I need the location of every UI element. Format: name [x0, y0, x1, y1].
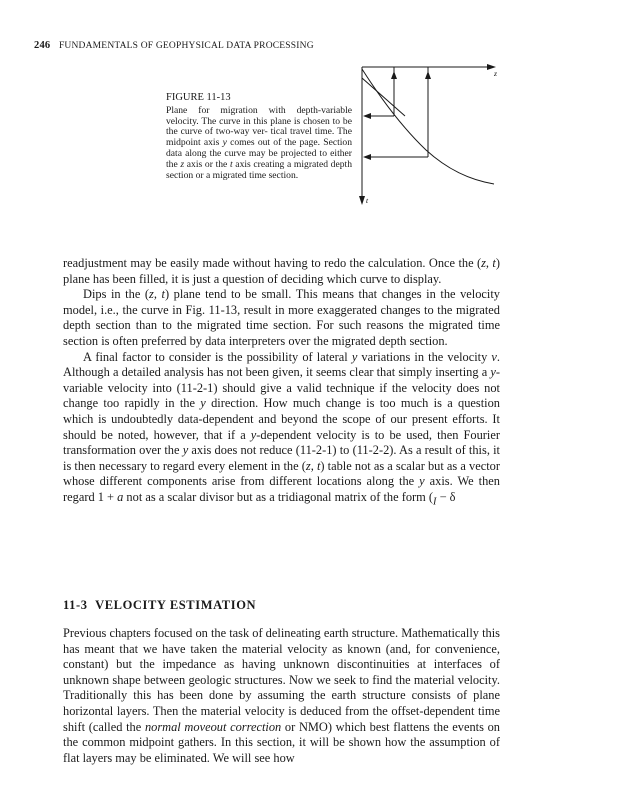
figure-title: FIGURE 11-13 [166, 92, 231, 103]
paragraph: Previous chapters focused on the task of delineating earth structure. Mathematically this has meant that we have taken the material velocity as known (and, for convenience, constant) but the impedance as having unknown discontinuities at interfaces of unknown shape between geologic structures. Now we seek to find the material velocity. Traditionally this has been done by assuming the earth structure consists of plane horizontal layers. Then the material velocity is deduced from the offset-dependent time shift (called the normal moveout correction or NMO) which best flattens the events on the common midpoint gathers. In this section, it will be shown how the assumption of flat layers may be eliminated. We will see how [63, 626, 500, 765]
section-number: 11-3 [63, 598, 88, 612]
paragraph: A final factor to consider is the possibility of lateral y variations in the velocity v. Although a detailed analysis has not been given, it seems clear that simply inserting a y-variable velocity into (11-2-1) should give a valid technique if the velocity does not change too rapidly in the y direction. How much change is too much is a question which is undoubtedly data-dependent and beyond the scope of our present efforts. It should be noted, however, that if a y-dependent velocity is to be used, then Fourier transformation over the y axis does not reduce (11-2-1) to (11-2-2). As a result of this, it is then necessary to regard every element in the (z, t) table not as a scalar but as a vector whose different components arise from different locations along the y axis. We then regard 1 + a not as a scalar divisor but as a tridiagonal matrix of the form ($_I - \delta$ [63, 349, 501, 508]
paragraph: readjustment may be easily made without having to redo the calculation. Once the (z, t) plane has been filled, it is just a question of deciding which curve to display. [63, 256, 500, 286]
lower-vertical-arrowhead [425, 71, 431, 79]
figure-caption [166, 93, 352, 181]
section-title: VELOCITY ESTIMATION [95, 598, 257, 612]
t-axis-label: t [366, 196, 369, 205]
paragraph: Dips in the (z, t) plane tend to be small. This means that changes in the velocity model, i.e., the curve in Fig. 11-13, result in more exaggerated changes to the migrated depth section than to the migrated time section. For such reasons the migrated time section is often preferred by data interpreters over the migrated depth section. [63, 287, 500, 348]
running-title: FUNDAMENTALS OF GEOPHYSICAL DATA PROCESSING [58, 41, 314, 51]
z-axis-label: z [494, 69, 497, 78]
body-text-lower [63, 626, 500, 766]
upper-left-arrowhead [363, 113, 371, 119]
page-number: 246 [34, 40, 51, 51]
diagonal-line [362, 78, 405, 116]
figure-caption-text: Plane for migration with depth-variable velocity. The curve in this plane is chosen to be the curve of two-way ver- tical travel time. The midpoint axis y comes out of the page. Section data along the curve may be projected to either the z axis or the t axis creating a migrated depth section or a migrated time section. [166, 104, 353, 181]
t-axis-arrowhead [359, 196, 365, 205]
section-heading [63, 598, 256, 613]
lower-left-arrowhead [363, 154, 371, 160]
upper-vertical-arrowhead [391, 71, 397, 79]
body-text-upper [63, 256, 500, 510]
